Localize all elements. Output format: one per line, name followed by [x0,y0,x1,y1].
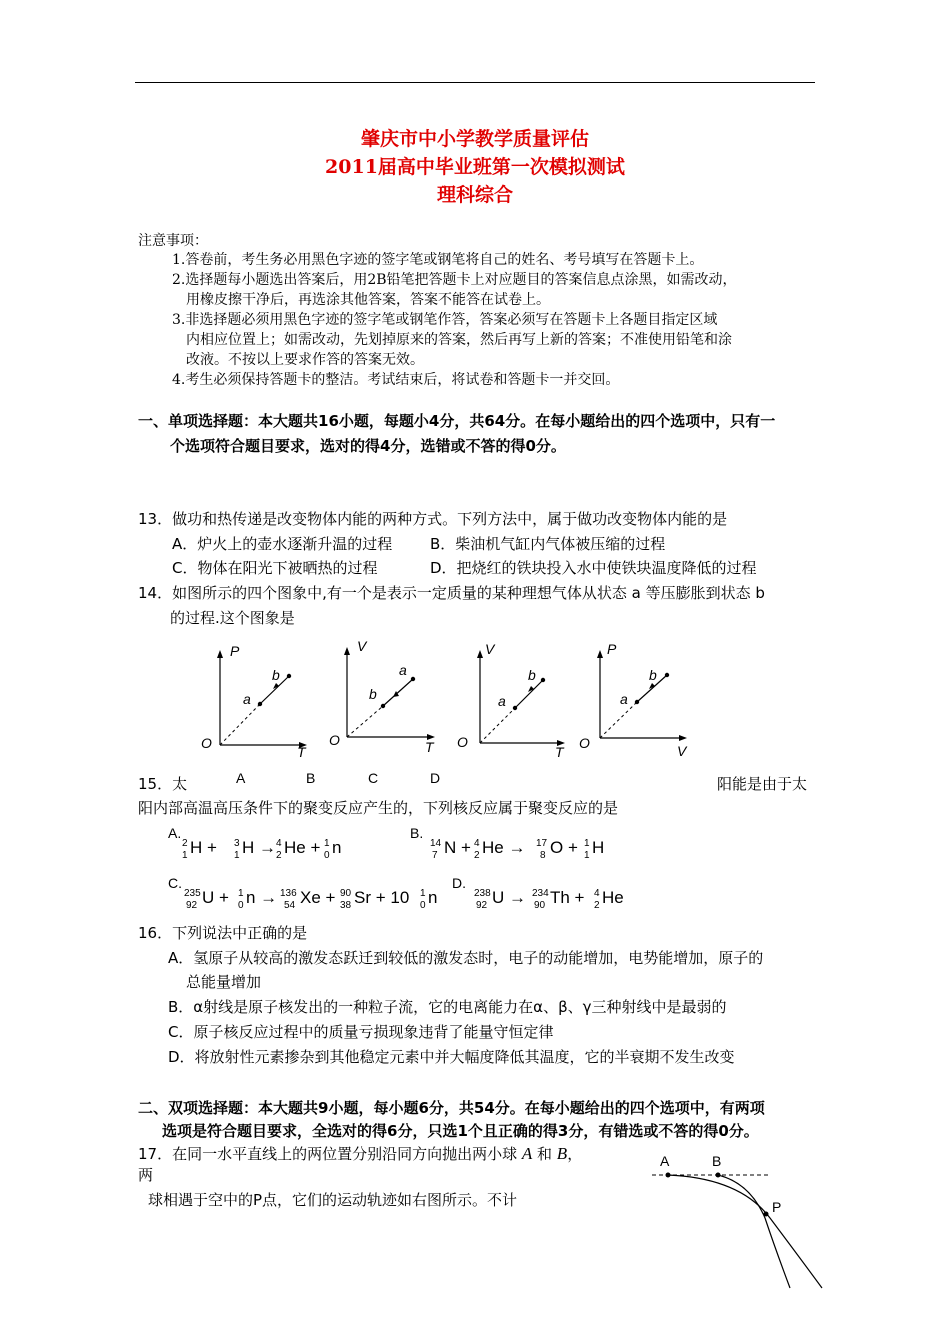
option-letter: B. [410,825,424,841]
q16-option-d: D．将放射性元素掺杂到其他稳定元素中并大幅度降低其温度，它的半衰期不发生改变 [168,1048,735,1066]
fig-label-a: A [660,1153,670,1169]
svg-text:0: 0 [420,900,426,911]
svg-text:n: n [428,888,438,907]
svg-text:H →: H → [242,838,276,857]
svg-text:n: n [332,838,342,857]
graph-a-x-label: T [297,744,306,760]
graph-label-b: B [306,770,316,786]
q17-stem-1: 17．在同一水平直线上的两位置分别沿同方向抛出两小球 A 和 B， [138,1144,583,1163]
trajectory-a [668,1175,822,1288]
svg-text:U →: U → [492,888,526,907]
graph-label-a: A [236,770,246,786]
svg-text:136: 136 [280,888,297,899]
graph-label-d: D [430,770,441,786]
graph-b-point-a: a [399,662,407,678]
q16-stem: 16．下列说法中正确的是 [138,924,308,942]
section1-line1: 一、单项选择题：本大题共16小题，每题小4分，共64分。在每小题给出的四个选项中，只有一 [138,412,776,430]
svg-text:N +: N + [444,838,471,857]
trajectory-b [718,1175,790,1288]
svg-text:238: 238 [474,888,491,899]
graph-c-point-a: a [498,693,506,709]
title-line-3: 理科综合 [436,184,513,206]
q15-end: 阳能是由于太 [717,775,808,793]
svg-text:2: 2 [474,850,480,861]
q13-stem: 13．做功和热传递是改变物体内能的两种方式。下列方法中，属于做功改变物体内能的是 [138,510,728,528]
section1-line2: 个选项符合题目要求，选对的得4分，选错或不答的得0分。 [170,437,566,455]
notice-heading: 注意事项： [138,233,208,249]
notice-line: 用橡皮擦干净后，再选涂其他答案，答案不能答在试卷上。 [186,292,550,308]
svg-text:1: 1 [324,838,330,849]
notice-line: 4.考生必须保持答题卡的整洁。考试结束后，将试卷和答题卡一并交回。 [172,372,620,388]
svg-text:H: H [592,838,605,857]
svg-text:1: 1 [584,838,590,849]
svg-text:17: 17 [536,838,548,849]
svg-text:54: 54 [284,900,296,911]
svg-text:0: 0 [238,900,244,911]
graph-b-point-b: b [369,686,377,702]
svg-text:234: 234 [532,888,549,899]
graph-d-y-label: P [607,641,617,657]
svg-text:1: 1 [238,888,244,899]
title-line-2: 2011届高中毕业班第一次模拟测试 [325,156,625,178]
svg-text:235: 235 [184,888,201,899]
option-letter: C. [168,875,182,891]
svg-text:U +: U + [202,888,229,907]
graph-a-origin: O [201,735,212,751]
notice-line: 3.非选择题必须用黑色字迹的签字笔或钢笔作答，答案必须写在答题卡上各题目指定区域 [172,312,718,328]
q17-trajectory-figure [650,1148,830,1293]
q13-option-d: D．把烧红的铁块投入水中使铁块温度降低的过程 [430,559,757,577]
section2-line1: 二、双项选择题：本大题共9小题，每小题6分，共54分。在每小题给出的四个选项中，有两项 [138,1099,765,1117]
svg-text:He →: He → [482,838,526,857]
svg-text:90: 90 [340,888,352,899]
svg-text:2: 2 [594,900,600,911]
graph-a-y-label: P [230,643,240,659]
notice-line: 内相应位置上；如需改动，先划掉原来的答案，然后再写上新的答案；不准使用铅笔和涂 [186,332,732,348]
svg-text:2: 2 [182,838,188,849]
svg-text:Xe +: Xe + [300,888,336,907]
graph-d [575,640,700,760]
q15-line-2: 阳内部高温高压条件下的聚变反应产生的，下列核反应属于聚变反应的是 [138,799,619,817]
svg-text:1: 1 [584,850,590,861]
graph-label-c: C [368,770,379,786]
svg-text:1: 1 [420,888,426,899]
svg-text:He +: He + [284,838,321,857]
q13-option-a: A．炉火上的壶水逐渐升温的过程 [172,535,393,553]
svg-text:7: 7 [432,850,438,861]
graph-c-origin: O [457,734,468,750]
svg-text:0: 0 [324,850,330,861]
svg-text:4: 4 [594,888,600,899]
top-rule [135,82,815,83]
notice-line: 2.选择题每小题选出答案后，用2B铅笔把答题卡上对应题目的答案信息点涂黑，如需改动， [172,272,737,288]
svg-text:90: 90 [534,900,546,911]
svg-text:n →: n → [246,888,278,907]
graph-c [455,640,580,760]
option-letter: D. [452,875,466,891]
svg-text:4: 4 [474,838,480,849]
q16-option-c: C．原子核反应过程中的质量亏损现象违背了能量守恒定律 [168,1023,554,1041]
graph-b-y-label: V [357,638,367,654]
graph-d-point-b: b [649,667,657,683]
svg-text:2: 2 [276,850,282,861]
fig-label-p: P [772,1199,782,1215]
graph-d-origin: O [579,735,590,751]
notice-line: 改液。不按以上要求作答的答案无效。 [186,352,424,368]
svg-text:92: 92 [186,900,198,911]
q14-stem-1: 14．如图所示的四个图象中,有一个是表示一定质量的某种理想气体从状态 a 等压膨胀到状态 b [138,584,765,602]
q16-option-a-line1: A．氢原子从较高的激发态跃迁到较低的激发态时，电子的动能增加，电势能增加，原子的 [168,949,764,967]
graph-b [325,637,450,759]
fig-label-b: B [712,1153,722,1169]
svg-text:14: 14 [430,838,442,849]
q14-stem-2: 的过程.这个图象是 [170,609,295,627]
q15-option-c [160,872,460,912]
q13-option-b: B．柴油机气缸内气体被压缩的过程 [430,535,666,553]
graph-a-point-a: a [243,691,251,707]
svg-text:8: 8 [540,850,546,861]
svg-text:H +: H + [190,838,217,857]
q15-start: 15．太 [138,775,188,793]
q17-stem-2: 球相遇于空中的P点，它们的运动轨迹如右图所示。不计 [148,1191,518,1209]
svg-text:O +: O + [550,838,578,857]
q16-option-b: B．α射线是原子核发出的一种粒子流，它的电离能力在α、β、γ三种射线中是最弱的 [168,998,727,1016]
q15-option-b [408,822,708,862]
svg-text:38: 38 [340,900,352,911]
q15-option-d [450,872,700,912]
svg-text:1: 1 [182,850,188,861]
section2-line2: 选项是符合题目要求，全选对的得6分，只选1个且正确的得3分，有错选或不答的得0分。 [162,1122,759,1140]
svg-text:Th +: Th + [550,888,585,907]
q17-stem-two: 两 [138,1166,154,1184]
graph-c-y-label: V [485,641,495,657]
graph-d-x-label: V [677,743,687,759]
svg-text:4: 4 [276,838,282,849]
graph-b-x-label: T [425,739,434,755]
svg-text:3: 3 [234,838,240,849]
q16-option-a-line2: 总能量增加 [186,973,262,991]
graph-a [195,640,320,760]
title-line-1: 肇庆市中小学教学质量评估 [360,128,589,150]
graph-b-origin: O [329,732,340,748]
svg-text:Sr + 10: Sr + 10 [354,888,410,907]
svg-text:1: 1 [234,850,240,861]
graph-d-point-a: a [620,691,628,707]
graph-c-point-b: b [528,667,536,683]
svg-text:92: 92 [476,900,488,911]
option-letter: A. [168,825,182,841]
graph-a-point-b: b [272,667,280,683]
notice-line: 1.答卷前，考生务必用黑色字迹的签字笔或钢笔将自己的姓名、考号填写在答题卡上。 [172,252,704,268]
svg-text:He: He [602,888,624,907]
graph-c-x-label: T [555,744,564,760]
q13-option-c: C．物体在阳光下被晒热的过程 [172,559,378,577]
